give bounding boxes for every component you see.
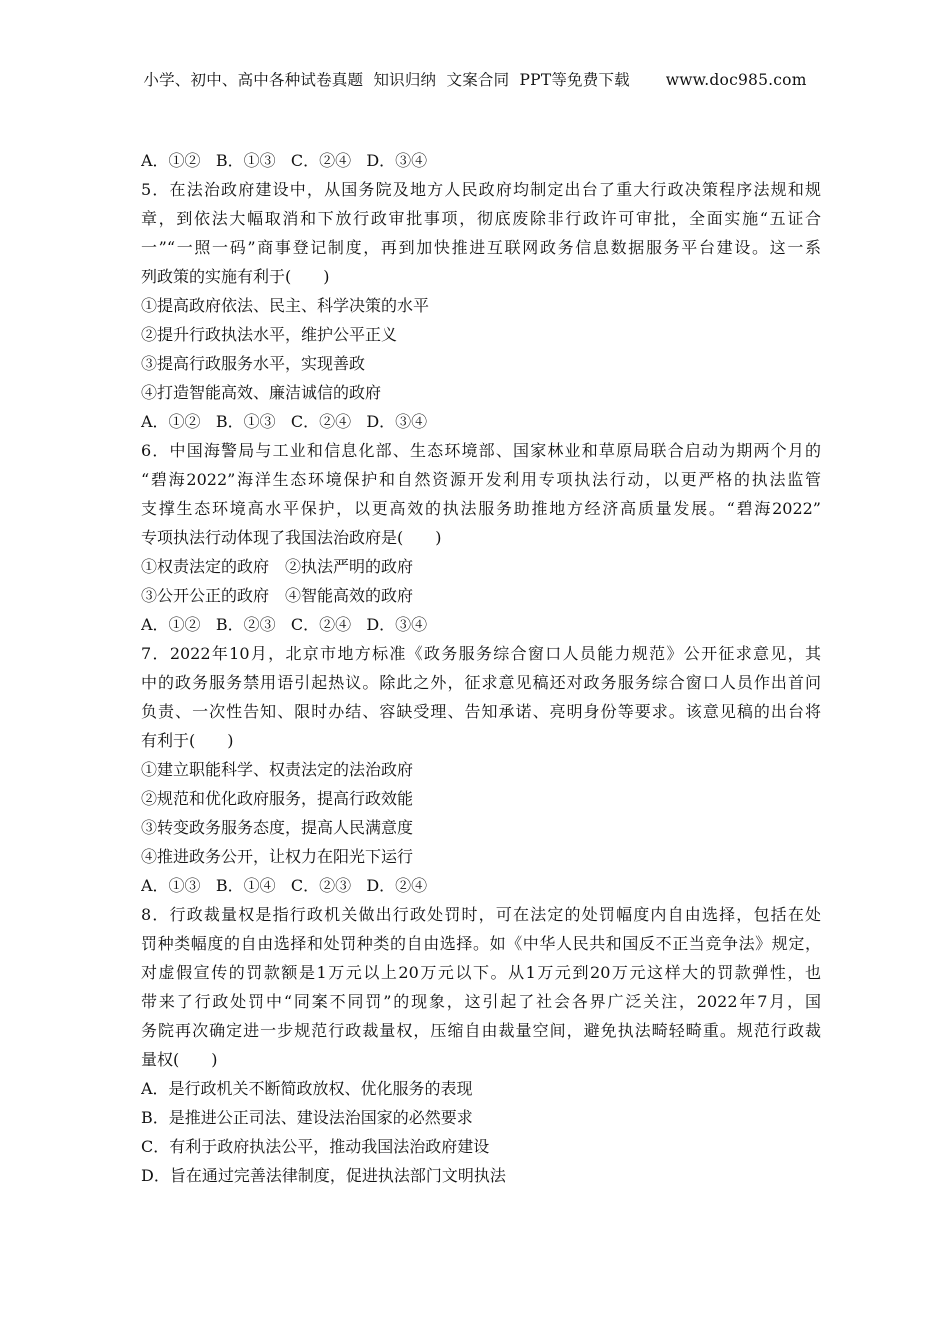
question-stem-line: “碧海2022”海洋生态环境保护和自然资源开发利用专项执法行动，以更严格的执法监管 <box>141 470 821 489</box>
answer-options: A．①③ B．①④ C．②③ D．②④ <box>141 876 428 895</box>
answer-choice: B．是推进公正司法、建设法治国家的必然要求 <box>141 1108 473 1127</box>
question-6 <box>141 436 821 639</box>
question-5 <box>141 175 821 436</box>
statement-item: ①权责法定的政府 ②执法严明的政府 <box>141 557 414 576</box>
answer-choice: D．旨在通过完善法律制度，促进执法部门文明执法 <box>141 1166 506 1185</box>
question-stem-line: 一”“一照一码”商事登记制度，再到加快推进互联网政务信息数据服务平台建设。这一系 <box>141 238 821 257</box>
statement-item: ①建立职能科学、权责法定的法治政府 <box>141 760 414 779</box>
answer-options: A．①② B．②③ C．②④ D．③④ <box>141 615 428 634</box>
question-stem-line: 8．行政裁量权是指行政机关做出行政处罚时，可在法定的处罚幅度内自由选择，包括在处 <box>141 905 821 924</box>
page-header: 小学、初中、高中各种试卷真题 知识归纳 文案合同 PPT等免费下载 www.doc985.com <box>143 71 807 89</box>
prev-question-options: A．①② B．①③ C．②④ D．③④ <box>141 151 428 170</box>
question-stem-line: 7．2022年10月，北京市地方标准《政务服务综合窗口人员能力规范》公开征求意见，其 <box>141 644 821 663</box>
question-stem-line: 6．中国海警局与工业和信息化部、生态环境部、国家林业和草原局联合启动为期两个月的 <box>141 441 821 460</box>
statement-item: ③转变政务服务态度，提高人民满意度 <box>141 818 414 837</box>
question-stem-line: 中的政务服务禁用语引起热议。除此之外，征求意见稿还对政务服务综合窗口人员作出首问 <box>141 673 821 692</box>
answer-options: A．①② B．①③ C．②④ D．③④ <box>141 412 428 431</box>
answer-choice: C．有利于政府执法公平，推动我国法治政府建设 <box>141 1137 490 1156</box>
statement-item: ④打造智能高效、廉洁诚信的政府 <box>141 383 382 402</box>
statement-item: ④推进政务公开，让权力在阳光下运行 <box>141 847 414 866</box>
statement-item: ③提高行政服务水平，实现善政 <box>141 354 366 373</box>
question-stem-line: 有利于( ) <box>141 731 234 750</box>
question-8 <box>141 900 821 1190</box>
question-stem-line: 务院再次确定进一步规范行政裁量权，压缩自由裁量空间，避免执法畸轻畸重。规范行政裁 <box>141 1021 821 1040</box>
question-stem-line: 5．在法治政府建设中，从国务院及地方人民政府均制定出台了重大行政决策程序法规和规 <box>141 180 821 199</box>
question-stem-line: 章，到依法大幅取消和下放行政审批事项，彻底废除非行政许可审批，全面实施“五证合 <box>141 209 821 228</box>
question-stem-line: 对虚假宣传的罚款额是1万元以上20万元以下。从1万元到20万元这样大的罚款弹性，也 <box>141 963 821 982</box>
answer-choice: A．是行政机关不断简政放权、优化服务的表现 <box>141 1079 473 1098</box>
question-stem-line: 带来了行政处罚中“同案不同罚”的现象，这引起了社会各界广泛关注，2022年7月，国 <box>141 992 821 1011</box>
question-stem-line: 专项执法行动体现了我国法治政府是( ) <box>141 528 442 547</box>
question-7 <box>141 639 821 900</box>
statement-item: ③公开公正的政府 ④智能高效的政府 <box>141 586 414 605</box>
statement-item: ①提高政府依法、民主、科学决策的水平 <box>141 296 430 315</box>
question-stem-line: 支撑生态环境高水平保护，以更高效的执法服务助推地方经济高质量发展。“碧海2022” <box>141 499 821 518</box>
question-stem-line: 负责、一次性告知、限时办结、容缺受理、告知承诺、亮明身份等要求。该意见稿的出台将 <box>141 702 821 721</box>
question-content <box>141 146 821 1190</box>
statement-item: ②提升行政执法水平，维护公平正义 <box>141 325 398 344</box>
question-stem-line: 罚种类幅度的自由选择和处罚种类的自由选择。如《中华人民共和国反不正当竞争法》规定， <box>141 934 821 953</box>
question-stem-line: 量权( ) <box>141 1050 218 1069</box>
question-stem-line: 列政策的实施有利于( ) <box>141 267 330 286</box>
statement-item: ②规范和优化政府服务，提高行政效能 <box>141 789 414 808</box>
